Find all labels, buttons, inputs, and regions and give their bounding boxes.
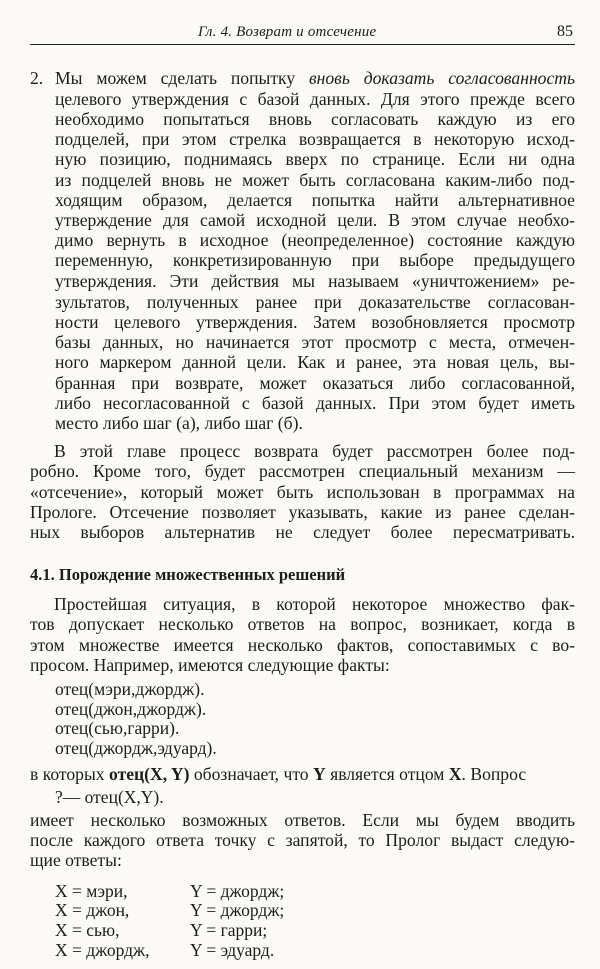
simple-para-last-line: просом. Например, имеются следующие факты:: [30, 654, 390, 675]
intro-line: «отсечение», который может быть использован в программах на: [30, 481, 575, 502]
simple-para-line: тов допускает несколько ответов на вопрос, возникает, когда в: [30, 614, 575, 635]
item-number: 2.: [30, 68, 44, 88]
simple-para-line: Простейшая ситуация, в которой некоторое множество фак-: [54, 594, 575, 615]
item2-line: необходимо попытаться вновь согласовать каждую из его: [55, 109, 575, 129]
item2-line: целевого утверждения с базой данных. Для этого прежде всего: [55, 88, 575, 109]
variable-term: X: [448, 763, 462, 784]
explanation-text: . Вопрос: [461, 763, 527, 784]
answer-x: X = джордж,: [55, 940, 150, 960]
item2-line: ности целевого утверждения. Затем возобновляется просмотр: [55, 311, 575, 332]
item2-line: ную позицию, поднимаясь вверх по странице. Если ни одна: [55, 149, 575, 170]
item2-line: бранная при возврате, может оказаться либо согласованной,: [55, 372, 575, 393]
explanation-text: в которых: [30, 763, 109, 784]
answer-y: Y = джордж;: [190, 880, 285, 901]
item2-line: утверждение для самой исходной цели. В этом случае необхо-: [55, 210, 575, 231]
item2-line: ного маркером данной цели. Как и ранее, эта новая цель, вы-: [55, 351, 575, 372]
variable-term: Y: [312, 763, 326, 784]
item2-line: утверждения. Эти действия мы называем «уничтожением» ре-: [55, 271, 575, 292]
explanation-text: обозначает, что: [189, 763, 313, 784]
intro-line: В этой главе процесс возврата будет рассмотрен более под-: [54, 440, 575, 461]
answer-x: X = мэри,: [55, 880, 128, 901]
query-line: ?— отец(X,Y).: [55, 787, 164, 808]
item2-line: переменную, конкретизированную при выборе предыдущего: [55, 250, 575, 271]
answers-para-line: имеет несколько возможных ответов. Если мы будем вводить: [30, 809, 575, 830]
item2-line: ходящим образом, делается попытка найти альтернативное: [55, 190, 575, 211]
item2-line: базы данных, но начинается этот просмотр с места, отмечен-: [55, 331, 575, 352]
fact-line: отец(джон,джордж).: [55, 699, 207, 720]
item2-line: из подцелей вновь не может быть согласована каким-либо под-: [55, 170, 575, 191]
answer-x: X = джон,: [55, 899, 130, 920]
item2-first-line-text: Мы можем сделать попытку: [55, 68, 310, 88]
item2-last-line: место либо шаг (а), либо шаг (б).: [55, 412, 303, 433]
section-heading: 4.1. Порождение множественных решений: [30, 564, 346, 584]
answer-y: Y = джордж;: [190, 899, 285, 920]
fact-line: отец(джордж,эдуард).: [55, 738, 217, 759]
emphasized-phrase: вновь доказать согласованность: [309, 68, 575, 88]
answers-para-line: после каждого ответа точку с запятой, то Пролог выдаст следую-: [30, 830, 575, 850]
answer-y: Y = эдуард.: [190, 940, 275, 960]
item2-line: либо несогласованной с базой данных. При этом будет иметь: [55, 392, 575, 413]
explanation-line: [30, 763, 526, 786]
intro-line: робно. Кроме того, будет рассмотрен специальный механизм —: [30, 460, 575, 481]
item2-line: димо вернуть в исходное (неопределенное) состояние каждую: [55, 230, 575, 251]
fact-line: отец(сью,гарри).: [55, 718, 180, 739]
answers-para-last-line: щие ответы:: [30, 850, 122, 871]
item2-line: зультатов, полученных ранее при доказательстве согласован-: [55, 291, 575, 312]
item2-line: подцелей, при этом стрелка возвращается в некоторую исход-: [55, 129, 575, 150]
intro-line: Прологе. Отсечение позволяет указывать, какие из ранее сделан-: [30, 501, 575, 522]
answer-y: Y = гарри;: [190, 919, 268, 940]
explanation-text: является отцом: [325, 763, 449, 784]
running-title: Гл. 4. Возврат и отсечение: [198, 24, 377, 40]
item2-first-line: [55, 67, 575, 90]
page-number: 85: [557, 23, 573, 40]
simple-para-line: этом множестве имеется несколько фактов, сопоставимых с во-: [30, 634, 575, 655]
answer-x: X = сью,: [55, 919, 120, 940]
predicate-term: отец(X, Y): [109, 763, 190, 784]
fact-line: отец(мэри,джордж).: [55, 679, 205, 699]
intro-last-line: ных выборов альтернатив не следует более пересматривать.: [30, 521, 575, 542]
